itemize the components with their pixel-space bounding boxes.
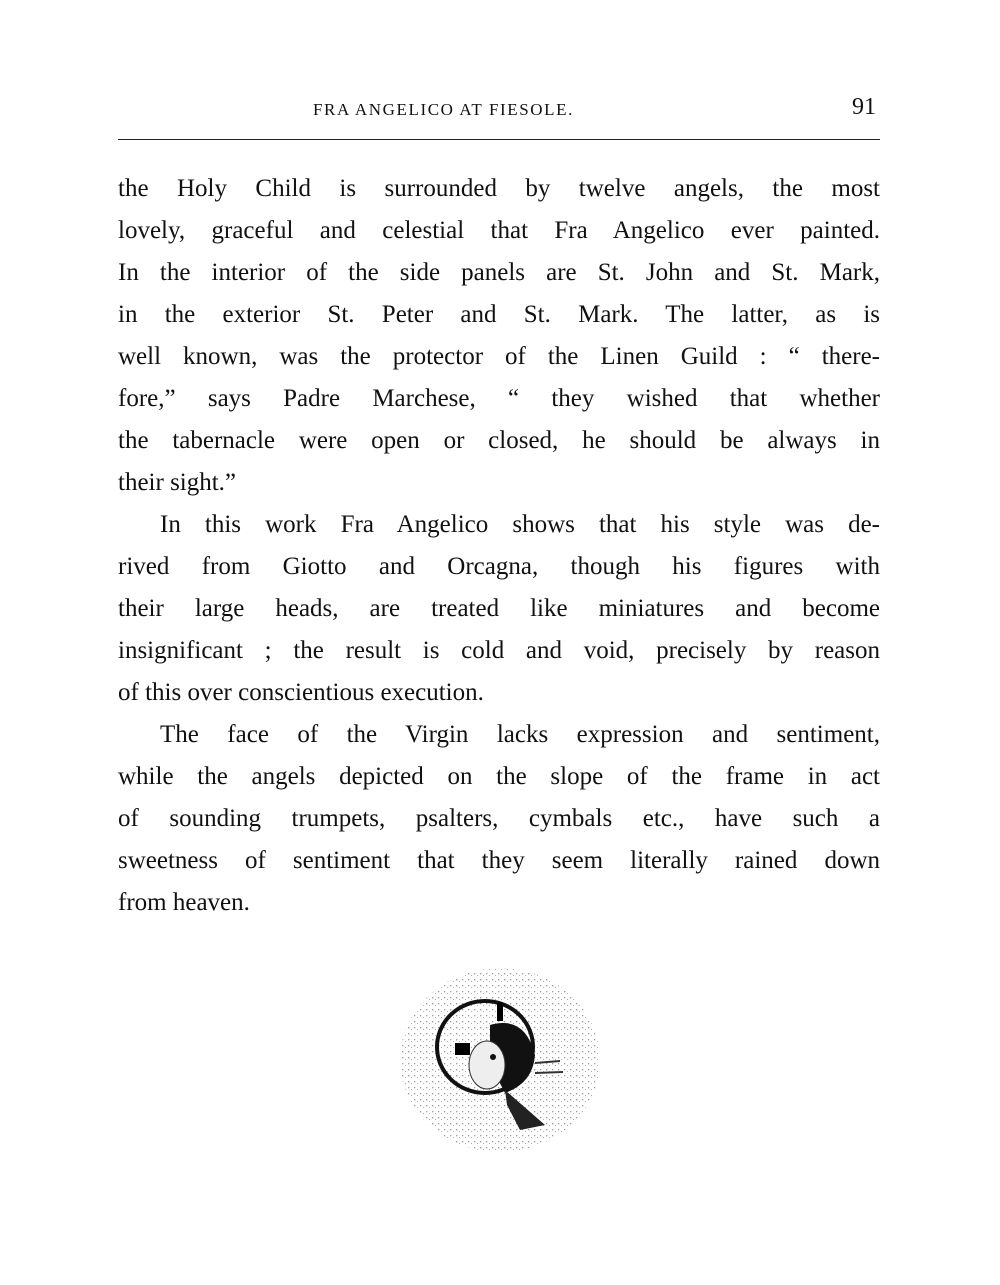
text-line: the tabernacle were open or closed, he should be always in (118, 427, 880, 454)
text-line: rived from Giotto and Orcagna, though his figures with (118, 553, 880, 580)
text-line: lovely, graceful and celestial that Fra Angelico ever painted. (118, 217, 880, 244)
text-line: of this over conscientious execution. (118, 679, 484, 706)
text-line: in the exterior St. Peter and St. Mark. The latter, as is (118, 301, 880, 328)
text-line: insignificant ; the result is cold and void, precisely by reason (118, 637, 880, 664)
running-title: FRA ANGELICO AT FIESOLE. (313, 100, 575, 119)
text-line: their sight.” (118, 469, 237, 496)
text-line: the Holy Child is surrounded by twelve angels, the most (118, 175, 880, 202)
body-text (118, 168, 880, 924)
text-line: their large heads, are treated like miniatures and become (118, 595, 880, 622)
running-header (118, 96, 880, 126)
text-line: well known, was the protector of the Linen Guild : “ there- (118, 343, 880, 370)
paragraph-2 (118, 504, 880, 714)
text-line: fore,” says Padre Marchese, “ they wished that whether (118, 385, 880, 412)
paragraph-3 (118, 714, 880, 924)
text-line: of sounding trumpets, psalters, cymbals etc., have such a (118, 805, 880, 832)
page-number: 91 (852, 94, 876, 120)
text-line: In this work Fra Angelico shows that his style was de- (160, 511, 880, 538)
text-line: In the interior of the side panels are St. John and St. Mark, (118, 259, 880, 286)
text-line: sweetness of sentiment that they seem literally rained down (118, 847, 880, 874)
text-line: while the angels depicted on the slope of the frame in act (118, 763, 880, 790)
header-rule (118, 139, 880, 140)
text-line: The face of the Virgin lacks expression and sentiment, (160, 721, 880, 748)
paragraph-1 (118, 168, 880, 504)
angel-head-vignette-icon (395, 965, 610, 1160)
text-line: from heaven. (118, 889, 250, 916)
